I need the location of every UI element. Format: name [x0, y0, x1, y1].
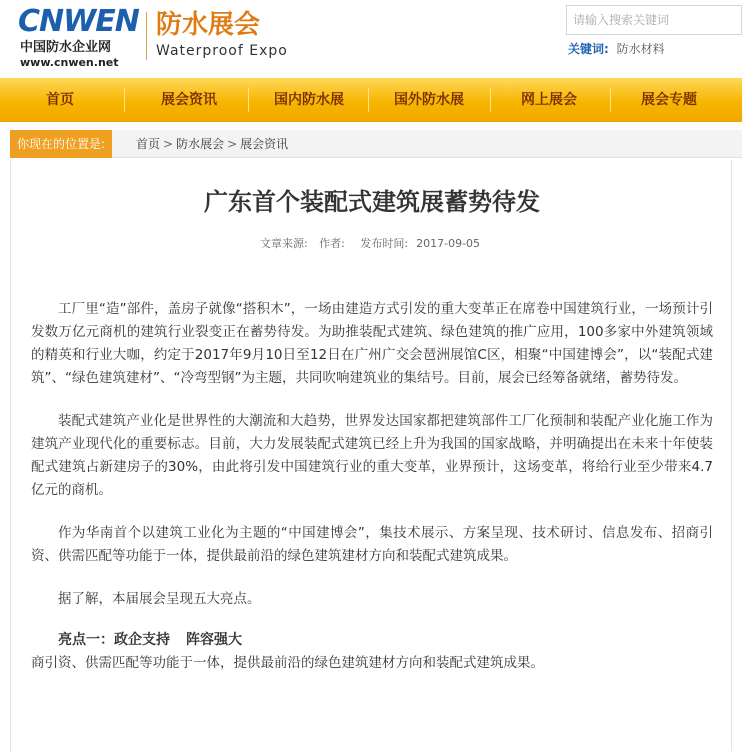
breadcrumb-arrow-icon: > [227, 137, 238, 151]
search-box [566, 5, 742, 35]
article-tail-text: 商引资、供需匹配等功能于一体，提供最前沿的绿色建筑建材方向和装配式建筑成果。 [31, 655, 544, 671]
expo-logo[interactable] [156, 8, 288, 60]
article-paragraph: 作为华南首个以建筑工业化为主题的“中国建博会”，集技术展示、方案呈现、技术研讨、信息发布、招商引资、供需匹配等功能于一体，提供最前沿的绿色建筑建材方向和装配式建筑成果。 [31, 525, 713, 564]
highlight-heading [31, 629, 713, 652]
hot-keywords [568, 40, 665, 57]
keywords-label: 关键词: [568, 42, 609, 56]
article [10, 160, 732, 751]
search-input[interactable] [567, 6, 741, 34]
publish-time: 2017-09-05 [416, 237, 481, 250]
nav-divider [124, 88, 125, 112]
breadcrumb-item-waterproof-expo[interactable]: 防水展会 [176, 137, 225, 151]
nav-item-expo-news[interactable]: 展会资讯 [161, 92, 217, 108]
nav-item-foreign-expo[interactable]: 国外防水展 [394, 92, 464, 108]
article-paragraph: 工厂里“造”部件，盖房子就像“搭积木”，一场由建造方式引发的重大变革正在席卷中国建筑行业，一场预计引发数万亿元商机的建筑行业裂变正在蓄势待发。为助推装配式建筑、绿色建筑的推广应用，100多家中外建筑领域的精英和行业大咖，约定于2017年9月10日至12日在广州广交会琶洲展馆C区，相聚“中国建博会”，以“装配式建筑”、“绿色建筑建材”、“冷弯型钢”为主题，共同吹响建筑业的集结号。目前，展会已经筹备就绪，蓄势待发。 [31, 301, 713, 386]
nav-item-domestic-expo[interactable]: 国内防水展 [274, 92, 344, 108]
breadcrumb [10, 130, 742, 158]
breadcrumb-item-expo-news[interactable]: 展会资讯 [240, 137, 289, 151]
main-nav [0, 78, 742, 122]
expo-title-en: Waterproof Expo [156, 43, 288, 59]
logo-wordmark: CNWEN [18, 4, 139, 39]
nav-item-online-expo[interactable]: 网上展会 [521, 92, 577, 108]
article-paragraph: 据了解，本届展会呈现五大亮点。 [58, 591, 261, 607]
nav-item-expo-topics[interactable]: 展会专题 [641, 92, 697, 108]
source-label: 文章来源: [259, 237, 308, 250]
author-label: 作者: [319, 237, 345, 250]
logo-divider [146, 12, 147, 60]
breadcrumb-item-home[interactable]: 首页 [136, 137, 161, 151]
logo-url: www.cnwen.net [20, 56, 119, 69]
article-title: 广东首个装配式建筑展蓄势待发 [204, 187, 540, 216]
nav-item-home[interactable]: 首页 [46, 92, 74, 108]
breadcrumb-label: 你现在的位置是: [10, 130, 112, 158]
article-paragraph: 装配式建筑产业化是世界性的大潮流和大趋势，世界发达国家都把建筑部件工厂化预制和装配产业化施工作为建筑产业现代化的重要标志。目前，大力发展装配式建筑已经上升为我国的国家战略，并明确提出在未来十年使装配式建筑占新建房子的30%，由此将引发中国建筑行业的重大变革，业界预计，这场变革，将给行业至少带来4.7亿元的商机。 [31, 413, 713, 498]
logo-site-name: 中国防水企业网 [20, 40, 112, 55]
keyword-link[interactable]: 防水材料 [616, 42, 665, 56]
breadcrumb-path [136, 130, 288, 158]
time-label: 发布时间: [360, 237, 409, 250]
breadcrumb-arrow-icon: > [163, 137, 174, 151]
expo-title-cn: 防水展会 [156, 10, 261, 40]
highlight-subtitle: 阵容强大 [186, 632, 242, 648]
nav-divider [368, 88, 369, 112]
article-body [31, 298, 713, 674]
highlight-title: 亮点一：政企支持 [58, 632, 170, 648]
cnwen-logo[interactable] [18, 4, 139, 70]
nav-divider [248, 88, 249, 112]
article-meta [11, 235, 733, 251]
site-header [0, 0, 742, 76]
